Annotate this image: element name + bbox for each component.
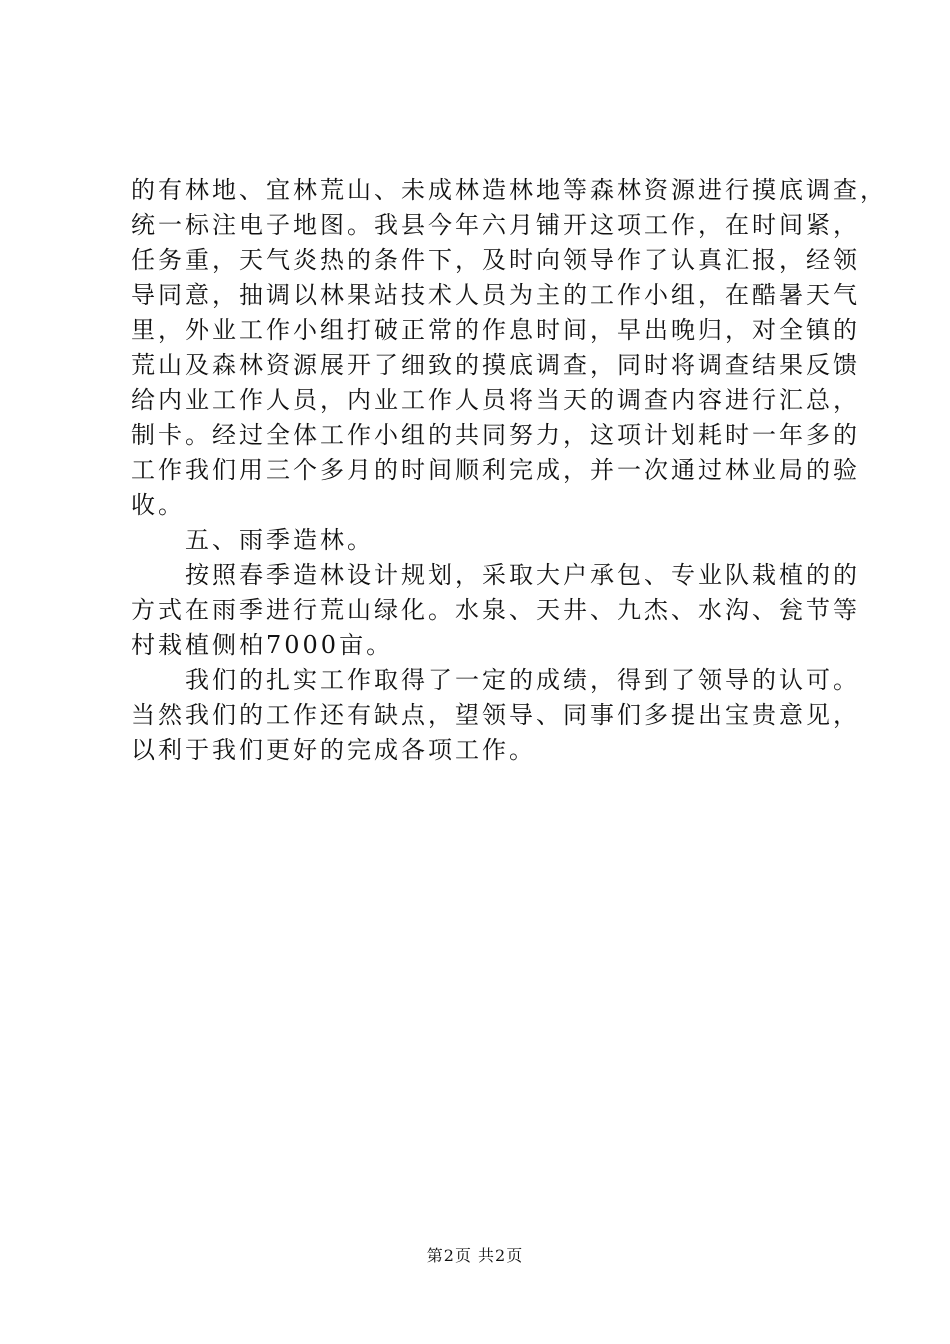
document-body — [131, 173, 887, 768]
text-line: 的有林地、宜林荒山、未成林造林地等森林资源进行摸底调查， — [131, 176, 887, 204]
text-line: 给内业工作人员，内业工作人员将当天的调查内容进行汇总， — [131, 386, 860, 414]
text-line: 工作我们用三个多月的时间顺利完成，并一次通过林业局的验 — [131, 456, 860, 484]
page-footer — [0, 1244, 950, 1268]
text-line: 村栽植侧柏7000亩。 — [131, 631, 394, 659]
page-number-label: 第2页 共2页 — [426, 1246, 524, 1265]
text-line: 收。 — [131, 491, 185, 519]
text-line: 制卡。经过全体工作小组的共同努力，这项计划耗时一年多的 — [131, 421, 860, 449]
text-line: 统一标注电子地图。我县今年六月铺开这项工作，在时间紧， — [131, 211, 860, 239]
text-line: 导同意，抽调以林果站技术人员为主的工作小组，在酷暑天气 — [131, 281, 860, 309]
text-line: 当然我们的工作还有缺点，望领导、同事们多提出宝贵意见， — [131, 701, 860, 729]
text-line: 方式在雨季进行荒山绿化。水泉、天井、九杰、水沟、瓮节等 — [131, 596, 860, 624]
text-line: 里，外业工作小组打破正常的作息时间，早出晚归，对全镇的 — [131, 316, 860, 344]
text-line: 按照春季造林设计规划，采取大户承包、专业队栽植的的 — [131, 561, 860, 589]
text-line: 任务重，天气炎热的条件下，及时向领导作了认真汇报，经领 — [131, 246, 860, 274]
text-line: 以利于我们更好的完成各项工作。 — [131, 736, 536, 764]
section-heading: 五、雨季造林。 — [131, 526, 374, 554]
text-line: 荒山及森林资源展开了细致的摸底调查，同时将调查结果反馈 — [131, 351, 860, 379]
text-line: 我们的扎实工作取得了一定的成绩，得到了领导的认可。 — [131, 666, 860, 694]
